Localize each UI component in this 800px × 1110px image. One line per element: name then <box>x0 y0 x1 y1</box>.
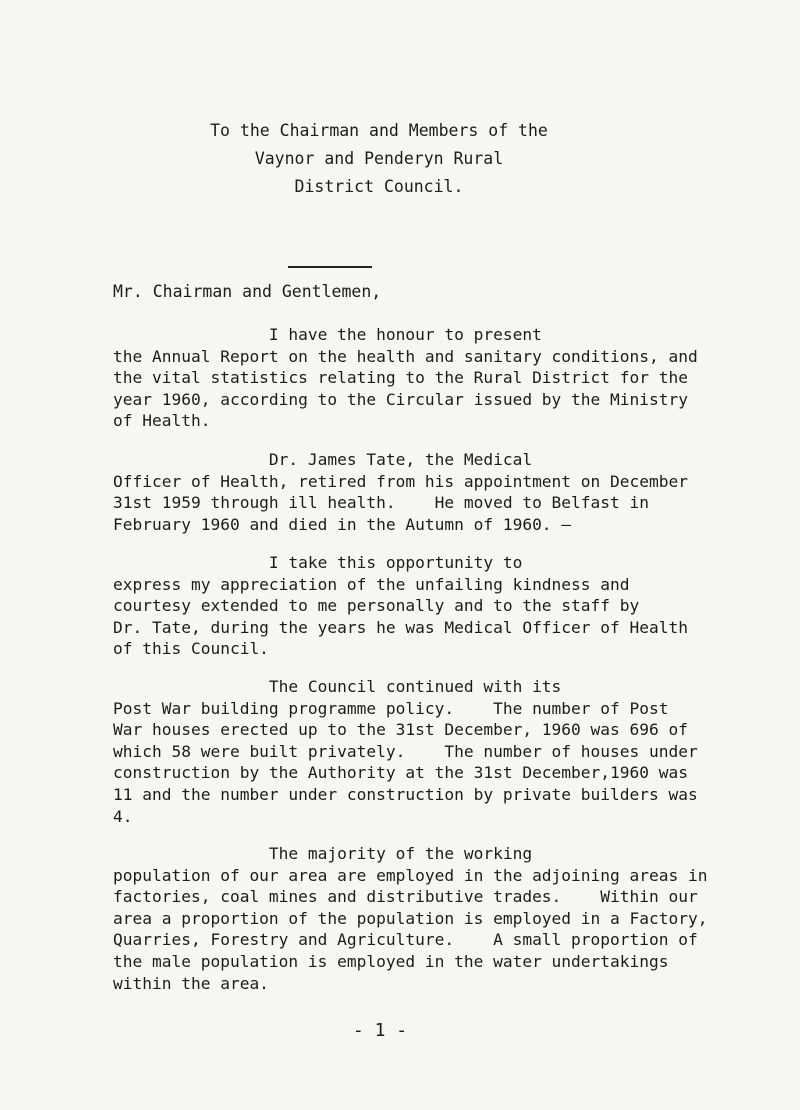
paragraph-line: War houses erected up to the 31st December, 1960 was 696 of <box>113 720 688 740</box>
paragraph-line: Quarries, Forestry and Agriculture. A small proportion of <box>113 930 698 950</box>
addressee-block <box>0 117 800 201</box>
paragraph-line: factories, coal mines and distributive trades. Within our <box>113 887 698 907</box>
addressee-line-2: Vaynor and Penderyn Rural <box>254 149 504 168</box>
paragraph-line: The majority of the working <box>113 844 533 863</box>
divider-rule <box>288 266 372 268</box>
paragraph-line: Dr. Tate, during the years he was Medical Officer of Health <box>113 617 688 637</box>
paragraph-line: 11 and the number under construction by private builders was <box>113 784 698 804</box>
paragraph-line: within the area. <box>113 973 269 993</box>
paragraph-dr-tate-retirement <box>113 449 713 535</box>
paragraph-line: construction by the Authority at the 31st December,1960 was <box>113 763 688 783</box>
paragraph-line: the vital statistics relating to the Rural District for the <box>113 368 688 388</box>
paragraph-line: Dr. James Tate, the Medical <box>113 450 533 469</box>
paragraph-building-programme <box>113 676 713 827</box>
paragraph-line: 4. <box>113 806 133 826</box>
paragraph-line: courtesy extended to me personally and to the staff by <box>113 596 640 616</box>
paragraph-line: Officer of Health, retired from his appointment on December <box>113 471 688 491</box>
paragraph-line: population of our area are employed in the adjoining areas in <box>113 865 708 885</box>
paragraph-line: February 1960 and died in the Autumn of 1960. — <box>113 514 572 534</box>
paragraph-line: year 1960, according to the Circular issued by the Ministry <box>113 389 688 409</box>
paragraph-line: the male population is employed in the water undertakings <box>113 951 669 971</box>
paragraph-line: I take this opportunity to <box>113 553 523 572</box>
paragraph-working-population <box>113 843 713 994</box>
addressee-line-1: To the Chairman and Members of the <box>210 121 548 140</box>
paragraph-line: I have the honour to present <box>113 325 542 344</box>
paragraph-line: the Annual Report on the health and sanitary conditions, and <box>113 346 698 366</box>
paragraph-line: of this Council. <box>113 639 269 659</box>
addressee-line-3: District Council. <box>294 177 464 196</box>
paragraph-appreciation <box>113 552 713 660</box>
paragraph-line: of Health. <box>113 411 211 431</box>
salutation: Mr. Chairman and Gentlemen, <box>113 282 382 301</box>
page-number: - 1 - <box>352 1020 408 1041</box>
paragraph-line: 31st 1959 through ill health. He moved to Belfast in <box>113 493 650 513</box>
paragraph-line: Post War building programme policy. The number of Post <box>113 698 669 718</box>
paragraph-line: which 58 were built privately. The number of houses under <box>113 741 698 761</box>
paragraph-line: area a proportion of the population is employed in a Factory, <box>113 908 708 928</box>
paragraph-line: express my appreciation of the unfailing kindness and <box>113 574 630 594</box>
paragraph-line: The Council continued with its <box>113 677 562 696</box>
paragraph-annual-report <box>113 324 713 432</box>
